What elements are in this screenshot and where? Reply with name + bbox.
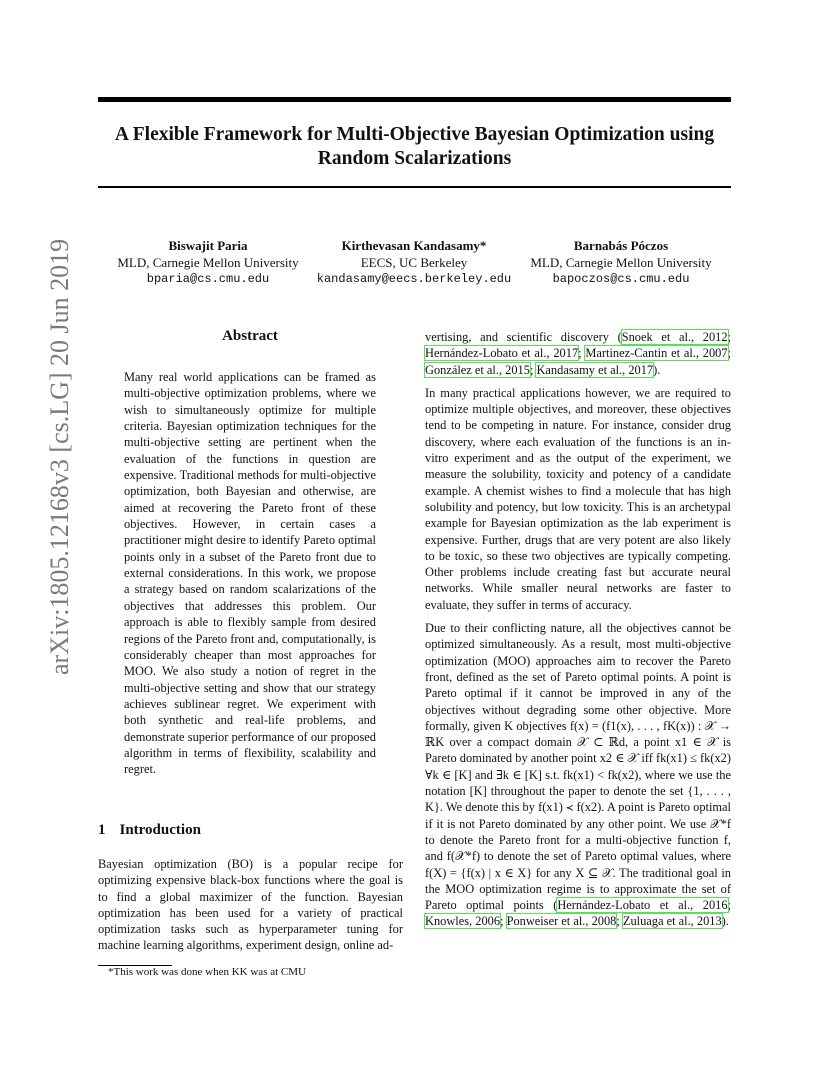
citation-link[interactable]: Knowles, 2006: [425, 914, 501, 929]
citation-link[interactable]: Hernández-Lobato et al., 2016: [557, 898, 728, 913]
right-paragraph-3: Due to their conflicting nature, all the objectives cannot be optimized simultaneously. As a result, most multi-objective optimization (MOO) approaches aim to recover the Pareto front, defined as the set of Pareto optimal points. A point is Pareto optimal if it cannot be improved in any of the objectives without degrading some other objective. More formally, given K objectives f(x) = (f1(x), . . . , fK(x)) : 𝒳 → ℝK over a compact domain 𝒳 ⊂ ℝd, a point x1 ∈ 𝒳 is Pareto dominated by another point x2 ∈ 𝒳 iff fk(x1) ≤ fk(x2) ∀k ∈ [K] and ∃k ∈ [K] s.t. fk(x1) < fk(x2), where we use the notation [K] throughout the paper to denote the set {1, . . . , K}. We denote this by f(x1) ≺ f(x2). A point is Pareto optimal if it is not Pareto dominated by any other point. We use 𝒳*f to denote the Pareto front for a multi-objective function f, and f(𝒳*f) to denote the set of Pareto optimal values, where f(X) = {f(x) | x ∈ X} for any X ⊆ 𝒳. The traditional goal in the MOO optimization regime is to approximate the set of Pareto optimal points (Hernández-Lobato et al., 2016; Knowles, 2006; Ponweiser et al., 2008; Zuluaga et al., 2013).: [425, 621, 731, 929]
citation-link[interactable]: Snoek et al., 2012: [621, 330, 728, 344]
citation-link[interactable]: Martinez-Cantin et al., 2007: [585, 346, 728, 361]
section-heading: [98, 822, 201, 839]
top-rule: [98, 97, 731, 102]
citation-link[interactable]: González et al., 2015: [425, 362, 530, 377]
title-rule: [98, 186, 731, 188]
author-3: Barnabás Póczos MLD, Carnegie Mellon University bapoczos@cs.cmu.edu: [530, 238, 712, 286]
citation-link[interactable]: Ponweiser et al., 2008: [506, 914, 617, 929]
arxiv-stamp: arXiv:1805.12168v3 [cs.LG] 20 Jun 2019: [45, 238, 74, 675]
right-paragraph-1: vertising, and scientific discovery (Snoek et al., 2012; Hernández-Lobato et al., 2017; Martinez-Cantin et al., 2007; González et al., 2015; Kandasamy et al., 2017).: [425, 330, 731, 377]
citation-link[interactable]: Zuluaga et al., 2013: [622, 914, 722, 929]
abstract-text: Many real world applications can be framed as multi-objective optimization problems, where we wish to simultaneously optimize for multiple criteria. Bayesian optimization techniques for the multi-objective setting are pertinent when the evaluation of the functions in question are expensive. Traditional methods for multi-objective optimization, both Bayesian and otherwise, are aimed at recovering the Pareto front of these objectives. However, in certain cases a practitioner might desire to identify Pareto optimal points only in a subset of the Pareto front due to external considerations. In this work, we propose a strategy based on random scalarizations of the objectives that addresses this problem. Our approach is able to flexibly sample from desired regions of the Pareto front and, computationally, is considerably cheaper than most approaches for MOO. We also study a notion of regret in the multi-objective setting and show that our strategy achieves sublinear regret. We experiment with both synthetic and real-life problems, and demonstrate superior performance of our proposed algorithm in terms of flexibility, scalability and regret.: [124, 370, 376, 777]
abstract-heading: Abstract: [222, 328, 278, 344]
intro-text: Bayesian optimization (BO) is a popular recipe for optimizing expensive black-box functions where the goal is to find a global maximizer of the function. Bayesian optimization has been used for a variety of practical optimization tasks such as hyperparameter tuning for machine learning algorithms, experiment design, online ad-: [98, 857, 403, 953]
section-number: 1: [98, 822, 106, 838]
section-title: Introduction: [119, 822, 201, 838]
author-2: Kirthevasan Kandasamy* EECS, UC Berkeley kandasamy@eecs.berkeley.edu: [316, 238, 512, 286]
right-paragraph-2: In many practical applications however, we are required to optimize multiple objectives, and moreover, these objectives tend to be competing in nature. For instance, consider drug discovery, where each evaluation of the functions is an in-vitro experiment and as the output of the experiment, we measure the solubility, toxicity and potency of a candidate example. A chemist wishes to find a molecule that has high solubility and potency, but low toxicity. This is an archetypal example for Bayesian optimization as the lab experiment is expensive. Further, drugs that are very potent are also likely to be toxic, so these two objectives are typically competing. Other problems include creating fast but accurate neural networks. While smaller neural networks are faster to evaluate, they suffer in terms of accuracy.: [425, 385, 731, 612]
citation-link[interactable]: Kandasamy et al., 2017: [536, 362, 654, 377]
paper-title: A Flexible Framework for Multi-Objective Bayesian Optimization using Random Scalarizations: [114, 124, 715, 169]
footnote: *This work was done when KK was at CMU: [108, 966, 306, 978]
citation-link[interactable]: Hernández-Lobato et al., 2017: [425, 346, 579, 361]
author-1: Biswajit Paria MLD, Carnegie Mellon University bparia@cs.cmu.edu: [117, 238, 299, 286]
right-column: [425, 329, 731, 937]
